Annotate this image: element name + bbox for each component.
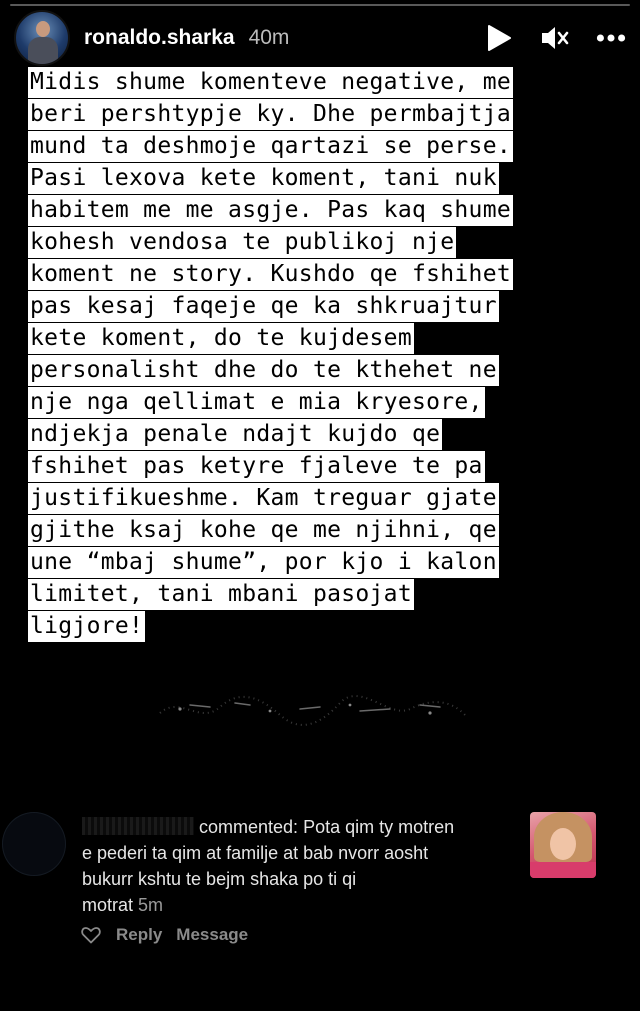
comment-text [82, 814, 522, 918]
story-text-line: beri pershtypje ky. Dhe permbajtja [28, 98, 608, 130]
story-text-line: Midis shume komenteve negative, me [28, 66, 608, 98]
username[interactable]: ronaldo.sharka [84, 26, 235, 49]
post-thumbnail[interactable] [530, 812, 596, 878]
story-text-line: ndjekja penale ndajt kujdo qe [28, 418, 608, 450]
mute-button[interactable] [540, 23, 570, 53]
speaker-muted-icon [540, 24, 570, 52]
comment-action: commented: [199, 817, 299, 837]
more-options-button[interactable] [596, 23, 626, 53]
comment-time: 5m [138, 895, 164, 915]
story-progress-bar [10, 4, 630, 6]
reply-button[interactable]: Reply [116, 925, 163, 944]
story-text-line: nje nga qellimat e mia kryesore, [28, 386, 608, 418]
story-text-line: gjithe ksaj kohe qe me njihni, qe [28, 514, 608, 546]
comment-text-line-2: e pederi ta qim at familje at bab nvorr aosht [82, 843, 429, 863]
like-button[interactable] [80, 924, 102, 946]
message-button[interactable]: Message [176, 925, 249, 944]
scribble-redaction [150, 685, 470, 735]
commenter-avatar [2, 812, 66, 876]
commenter-name-redacted [82, 817, 194, 835]
comment-actions [80, 924, 248, 946]
story-text-line: personalisht dhe do te kthehet ne [28, 354, 608, 386]
more-options-icon [596, 33, 626, 43]
profile-avatar[interactable] [14, 10, 70, 66]
story-text-line: mund ta deshmoje qartazi se perse. [28, 130, 608, 162]
header-actions [484, 23, 626, 53]
story-text-line: une “mbaj shume”, por kjo i kalon [28, 546, 608, 578]
heart-icon [81, 926, 101, 944]
story-text-line: habitem me me asgje. Pas kaq shume [28, 194, 608, 226]
comment-text-line-1: Pota qim ty motren [303, 817, 455, 837]
story-text-line: kete koment, do te kujdesem [28, 322, 608, 354]
story-header [14, 10, 626, 66]
story-text-line: pas kesaj faqeje qe ka shkruajtur [28, 290, 608, 322]
story-text-block [28, 66, 608, 642]
story-text-line: fshihet pas ketyre fjaleve te pa [28, 450, 608, 482]
story-text-line: ligjore! [28, 610, 608, 642]
comment-text-line-3: bukurr kshtu te bejm shaka po ti qi [82, 869, 357, 889]
play-button[interactable] [484, 23, 514, 53]
story-text-line: limitet, tani mbani pasojat [28, 578, 608, 610]
post-time: 40m [248, 26, 290, 49]
story-text-line: justifikueshme. Kam treguar gjate [28, 482, 608, 514]
story-text-line: koment ne story. Kushdo qe fshihet [28, 258, 608, 290]
story-text-line: kohesh vendosa te publikoj nje [28, 226, 608, 258]
story-text-line: Pasi lexova kete koment, tani nuk [28, 162, 608, 194]
play-icon [486, 24, 512, 52]
comment-text-line-4: motrat [82, 895, 134, 915]
